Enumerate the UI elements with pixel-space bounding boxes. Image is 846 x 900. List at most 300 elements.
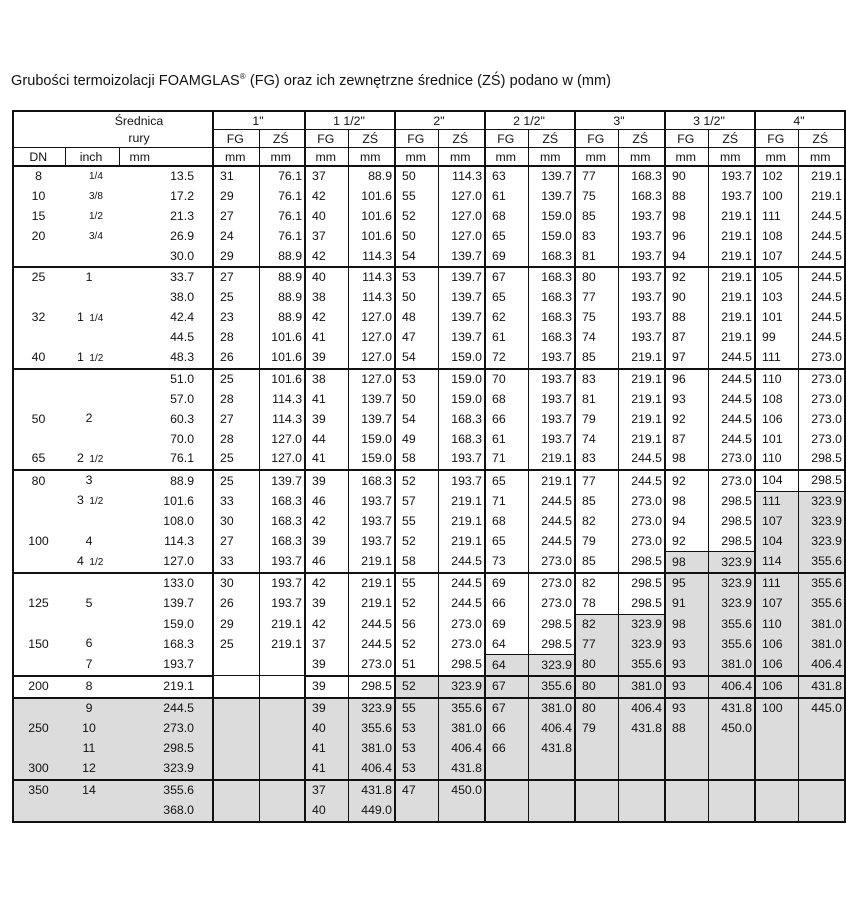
header-row-sizes [13, 111, 845, 130]
zs-cell: 101.6 [259, 328, 305, 348]
zs-cell: 298.5 [618, 573, 665, 594]
zs-cell: 273.0 [528, 552, 575, 573]
zs-cell: 219.1 [708, 267, 755, 288]
fg-cell: 29 [213, 187, 259, 207]
fg-cell: 69 [485, 614, 528, 634]
fg-cell: 39 [305, 594, 348, 614]
fg-cell: 51 [395, 655, 438, 676]
zs-cell: 219.1 [708, 246, 755, 267]
zs-cell: 76.1 [259, 166, 305, 187]
zs-cell: 273.0 [438, 614, 485, 634]
zs-cell: 168.3 [528, 246, 575, 267]
fg-cell: 82 [575, 573, 618, 594]
fg-cell: 50 [395, 226, 438, 246]
mm-cell: 244.5 [119, 698, 213, 719]
fg-cell: 28 [213, 328, 259, 348]
fg-cell: 55 [395, 187, 438, 207]
fg-cell: 39 [305, 676, 348, 698]
fg-cell: 39 [305, 698, 348, 719]
zs-cell: 323.9 [438, 676, 485, 698]
fg-cell: 47 [395, 328, 438, 348]
fg-cell: 71 [485, 449, 528, 470]
inch-whole: 3 [85, 473, 93, 488]
mm-cell: 298.5 [119, 739, 213, 759]
fg-cell: 49 [395, 429, 438, 449]
zs-cell: 244.5 [528, 531, 575, 551]
fg-cell: 87 [665, 328, 708, 348]
fg-cell: 96 [665, 226, 708, 246]
zs-cell: 244.5 [798, 267, 845, 288]
fg-cell: 88 [665, 187, 708, 207]
zs-cell: 355.6 [798, 594, 845, 614]
zs-cell: 449.0 [348, 801, 395, 822]
inch-cell [65, 531, 119, 551]
zs-cell: 127.0 [259, 429, 305, 449]
dn-cell [13, 429, 65, 449]
fg-cell: 26 [213, 594, 259, 614]
fg-cell: 77 [575, 166, 618, 187]
zs-cell: 114.3 [348, 246, 395, 267]
fg-cell [575, 759, 618, 780]
zs-cell: 244.5 [708, 369, 755, 390]
fg-cell [575, 739, 618, 759]
zs-cell: 139.7 [438, 308, 485, 328]
fg-cell: 61 [485, 187, 528, 207]
fg-cell [665, 780, 708, 801]
zs-cell: 273.0 [618, 491, 665, 511]
table-row [13, 634, 845, 654]
mm-cell: 17.2 [170, 189, 195, 204]
zs-cell: 88.9 [259, 308, 305, 328]
zs-header: ZŚ [259, 130, 305, 148]
unit-mm-header: mm [708, 148, 755, 167]
zs-cell: 114.3 [259, 409, 305, 429]
size-header: 2" [395, 111, 485, 130]
table-row [13, 614, 845, 634]
inch-fraction: 1/4 [83, 312, 104, 324]
zs-cell [798, 719, 845, 739]
fg-cell: 52 [395, 207, 438, 227]
zs-cell: 381.0 [708, 655, 755, 676]
fg-cell [755, 759, 798, 780]
fg-cell: 107 [755, 594, 798, 614]
zs-cell: 219.1 [618, 389, 665, 409]
zs-cell: 355.6 [708, 614, 755, 634]
fg-cell [213, 676, 259, 698]
fg-cell: 98 [665, 552, 708, 573]
fg-cell [485, 759, 528, 780]
fg-header: FG [755, 130, 798, 148]
zs-cell: 244.5 [708, 348, 755, 369]
zs-cell: 193.7 [348, 531, 395, 551]
fg-cell: 90 [665, 166, 708, 187]
fg-cell: 33 [213, 491, 259, 511]
fg-cell: 70 [485, 369, 528, 390]
mm-cell: 42.4 [170, 310, 195, 325]
table-row [13, 512, 845, 532]
fg-cell: 37 [305, 634, 348, 654]
fg-cell: 74 [575, 429, 618, 449]
zs-cell: 244.5 [618, 470, 665, 491]
zs-cell: 445.0 [798, 698, 845, 719]
zs-cell: 193.7 [618, 308, 665, 328]
zs-cell: 273.0 [798, 429, 845, 449]
fg-cell: 75 [575, 187, 618, 207]
fg-cell: 77 [575, 470, 618, 491]
fg-cell: 23 [213, 308, 259, 328]
unit-mm-header: mm [395, 148, 438, 167]
fg-cell: 58 [395, 449, 438, 470]
table-row [13, 449, 845, 470]
mm-cell: 76.1 [119, 449, 213, 470]
unit-mm-header: mm [618, 148, 665, 167]
dn-cell: 10 [13, 187, 65, 207]
inch-whole: 1 [77, 309, 84, 324]
inch-cell [65, 207, 119, 227]
fg-cell: 114 [755, 552, 798, 573]
zs-cell: 323.9 [618, 634, 665, 654]
zs-cell: 193.7 [259, 594, 305, 614]
table-row [13, 369, 845, 390]
zs-cell: 139.7 [528, 187, 575, 207]
fg-cell: 40 [305, 267, 348, 288]
zs-cell: 88.9 [348, 166, 395, 187]
zs-cell: 355.6 [708, 634, 755, 654]
zs-cell: 101.6 [259, 348, 305, 369]
unit-mm-header: mm [438, 148, 485, 167]
fg-cell: 29 [213, 614, 259, 634]
zs-cell [708, 780, 755, 801]
fg-cell: 98 [665, 491, 708, 511]
inch-cell [65, 226, 119, 246]
fg-cell: 55 [395, 573, 438, 594]
fg-cell: 61 [485, 328, 528, 348]
fg-cell: 41 [305, 759, 348, 780]
zs-cell: 298.5 [798, 449, 845, 470]
zs-cell: 101.6 [348, 187, 395, 207]
table-row [13, 308, 845, 328]
zs-cell: 273.0 [708, 470, 755, 491]
zs-cell: 273.0 [528, 594, 575, 614]
size-header: 2 1/2" [485, 111, 575, 130]
fg-cell: 104 [755, 470, 798, 491]
table-row [13, 207, 845, 227]
inch-cell [65, 801, 119, 822]
mm-cell: 273.0 [119, 719, 213, 739]
zs-cell [259, 698, 305, 719]
fg-cell: 27 [213, 267, 259, 288]
fg-cell: 80 [575, 698, 618, 719]
fg-cell [213, 739, 259, 759]
zs-cell: 159.0 [348, 429, 395, 449]
fg-cell: 25 [213, 369, 259, 390]
zs-cell: 450.0 [438, 780, 485, 801]
zs-cell [798, 780, 845, 801]
fg-cell: 67 [485, 698, 528, 719]
zs-cell: 193.7 [438, 470, 485, 491]
zs-cell: 298.5 [708, 512, 755, 532]
fg-cell: 80 [575, 676, 618, 698]
fg-cell: 30 [213, 573, 259, 594]
zs-cell [259, 801, 305, 822]
mm-cell: 168.3 [163, 636, 195, 651]
zs-cell: 159.0 [438, 369, 485, 390]
size-header: 1 1/2" [305, 111, 395, 130]
zs-cell: 273.0 [798, 389, 845, 409]
zs-cell: 323.9 [708, 552, 755, 573]
zs-cell: 406.4 [708, 676, 755, 698]
zs-cell [798, 759, 845, 780]
dn-cell [13, 573, 65, 594]
fg-cell: 61 [485, 429, 528, 449]
table-row [13, 676, 845, 698]
dn-cell: 65 [13, 449, 65, 470]
fg-cell: 52 [395, 634, 438, 654]
inch-cell [65, 739, 119, 759]
fg-cell: 42 [305, 614, 348, 634]
dn-cell [13, 328, 65, 348]
zs-cell: 193.7 [618, 207, 665, 227]
fg-cell: 50 [395, 166, 438, 187]
fg-cell [213, 780, 259, 801]
size-header: 4" [755, 111, 845, 130]
fg-cell: 83 [575, 226, 618, 246]
zs-cell: 219.1 [618, 369, 665, 390]
zs-cell: 381.0 [348, 739, 395, 759]
fg-header: FG [665, 130, 708, 148]
zs-cell: 244.5 [618, 449, 665, 470]
fg-cell: 66 [485, 719, 528, 739]
zs-cell: 219.1 [798, 187, 845, 207]
fg-cell: 100 [755, 698, 798, 719]
zs-cell: 139.7 [438, 246, 485, 267]
zs-cell: 219.1 [259, 634, 305, 654]
zs-cell: 193.7 [259, 573, 305, 594]
inch-whole: 4 [77, 553, 84, 568]
fg-cell: 108 [755, 226, 798, 246]
fg-cell: 56 [395, 614, 438, 634]
zs-cell: 139.7 [438, 328, 485, 348]
zs-cell [528, 780, 575, 801]
fg-cell [213, 759, 259, 780]
zs-cell: 381.0 [528, 698, 575, 719]
table-row [13, 187, 845, 207]
inch-cell [65, 491, 119, 511]
fg-cell: 53 [395, 369, 438, 390]
fg-cell: 42 [305, 573, 348, 594]
fg-cell: 102 [755, 166, 798, 187]
fg-cell: 71 [485, 491, 528, 511]
fg-cell: 105 [755, 267, 798, 288]
zs-header: ZŚ [618, 130, 665, 148]
zs-cell [798, 739, 845, 759]
fg-cell: 106 [755, 676, 798, 698]
table-title [11, 72, 611, 89]
unit-mm-header: mm [259, 148, 305, 167]
zs-cell: 273.0 [438, 634, 485, 654]
fg-cell: 93 [665, 698, 708, 719]
zs-cell: 381.0 [798, 614, 845, 634]
fg-cell: 106 [755, 409, 798, 429]
dn-cell [13, 369, 65, 390]
zs-cell: 355.6 [528, 676, 575, 698]
zs-cell: 431.8 [438, 759, 485, 780]
unit-mm-header: mm [305, 148, 348, 167]
unit-mm-header: mm [575, 148, 618, 167]
zs-cell: 244.5 [438, 552, 485, 573]
zs-cell: 159.0 [528, 226, 575, 246]
fg-cell: 83 [575, 449, 618, 470]
inch-fraction: 3/8 [89, 191, 103, 203]
dn-cell: 40 [13, 348, 65, 369]
zs-cell: 101.6 [259, 369, 305, 390]
dn-cell [13, 614, 65, 634]
fg-cell: 41 [305, 389, 348, 409]
dn-cell: 15 [13, 207, 65, 227]
fg-cell: 58 [395, 552, 438, 573]
fg-cell: 25 [213, 449, 259, 470]
inch-whole: 10 [82, 720, 96, 735]
dn-cell: 350 [13, 780, 65, 801]
fg-cell: 65 [485, 531, 528, 551]
zs-cell: 273.0 [528, 573, 575, 594]
fg-cell [485, 801, 528, 822]
dn-cell: 100 [13, 531, 65, 551]
inch-whole: 14 [82, 782, 96, 797]
zs-cell: 219.1 [259, 614, 305, 634]
zs-cell: 219.1 [708, 207, 755, 227]
zs-cell: 406.4 [618, 698, 665, 719]
zs-cell [708, 739, 755, 759]
fg-cell: 25 [213, 634, 259, 654]
zs-cell: 406.4 [798, 655, 845, 676]
fg-cell: 93 [665, 389, 708, 409]
zs-cell: 219.1 [348, 573, 395, 594]
zs-cell [618, 780, 665, 801]
dn-cell [13, 246, 65, 267]
zs-cell: 298.5 [618, 552, 665, 573]
fg-cell: 82 [575, 614, 618, 634]
inch-cell [65, 449, 119, 470]
zs-cell: 431.8 [618, 719, 665, 739]
fg-cell [755, 780, 798, 801]
zs-cell: 127.0 [348, 328, 395, 348]
inch-cell [65, 409, 119, 429]
zs-cell: 219.1 [348, 552, 395, 573]
fg-cell: 52 [395, 676, 438, 698]
zs-cell [259, 759, 305, 780]
zs-cell [259, 780, 305, 801]
dn-cell [13, 491, 65, 511]
mm-cell: 13.5 [119, 166, 213, 187]
dn-cell [13, 552, 65, 573]
table-row [13, 166, 845, 187]
zs-cell: 127.0 [348, 348, 395, 369]
fg-cell: 53 [395, 719, 438, 739]
zs-cell: 159.0 [528, 207, 575, 227]
fg-cell: 68 [485, 512, 528, 532]
inch-whole: 12 [82, 760, 96, 775]
fg-cell: 110 [755, 449, 798, 470]
fg-cell: 29 [213, 246, 259, 267]
table-row [13, 780, 845, 801]
zs-cell: 244.5 [798, 207, 845, 227]
fg-cell: 104 [755, 531, 798, 551]
fg-cell [755, 739, 798, 759]
mm-cell: 368.0 [119, 801, 213, 822]
inch-cell [65, 614, 119, 634]
header-row-fg-zs [13, 130, 845, 148]
fg-cell: 47 [395, 780, 438, 801]
inch-fraction: 3/4 [89, 230, 103, 242]
fg-cell: 94 [665, 512, 708, 532]
fg-cell [395, 801, 438, 822]
zs-cell: 219.1 [708, 308, 755, 328]
fg-cell: 37 [305, 166, 348, 187]
zs-cell: 76.1 [259, 226, 305, 246]
fg-header: FG [485, 130, 528, 148]
inch-whole: 3 [77, 493, 84, 508]
zs-cell: 168.3 [438, 429, 485, 449]
fg-cell: 77 [575, 288, 618, 308]
zs-cell: 76.1 [259, 187, 305, 207]
fg-cell: 79 [575, 531, 618, 551]
table-row [13, 655, 845, 676]
zs-cell: 139.7 [528, 166, 575, 187]
fg-cell: 41 [305, 449, 348, 470]
zs-cell: 219.1 [438, 512, 485, 532]
fg-cell: 40 [305, 801, 348, 822]
fg-cell: 83 [575, 369, 618, 390]
zs-cell [259, 719, 305, 739]
fg-cell: 52 [395, 531, 438, 551]
zs-header: ZŚ [798, 130, 845, 148]
dn-cell [13, 512, 65, 532]
zs-cell: 168.3 [528, 288, 575, 308]
zs-cell: 450.0 [708, 719, 755, 739]
inch-whole: 1 [85, 269, 93, 284]
zs-cell: 127.0 [438, 187, 485, 207]
size-header: 3" [575, 111, 665, 130]
fg-cell: 42 [305, 187, 348, 207]
dn-cell: 32 [13, 308, 65, 328]
zs-cell: 381.0 [618, 676, 665, 698]
dn-cell: 200 [13, 676, 65, 698]
zs-cell: 168.3 [259, 491, 305, 511]
dn-cell: 8 [13, 166, 65, 187]
inch-cell [65, 470, 119, 491]
title-prefix: Grubości termoizolacji FOAMGLAS [11, 72, 240, 89]
inch-whole: 1 [77, 349, 84, 364]
zs-cell: 114.3 [438, 166, 485, 187]
fg-cell: 101 [755, 308, 798, 328]
zs-cell: 323.9 [798, 491, 845, 511]
fg-cell: 88 [665, 719, 708, 739]
inch-cell [65, 328, 119, 348]
zs-cell: 193.7 [348, 512, 395, 532]
registered-mark: ® [239, 72, 246, 81]
fg-cell: 103 [755, 288, 798, 308]
fg-cell: 85 [575, 491, 618, 511]
zs-cell: 244.5 [708, 389, 755, 409]
zs-cell: 219.1 [618, 348, 665, 369]
inch-cell [65, 719, 119, 739]
zs-cell [259, 655, 305, 676]
fg-cell: 69 [485, 246, 528, 267]
fg-cell: 73 [485, 552, 528, 573]
fg-cell: 95 [665, 573, 708, 594]
fg-cell: 65 [485, 226, 528, 246]
